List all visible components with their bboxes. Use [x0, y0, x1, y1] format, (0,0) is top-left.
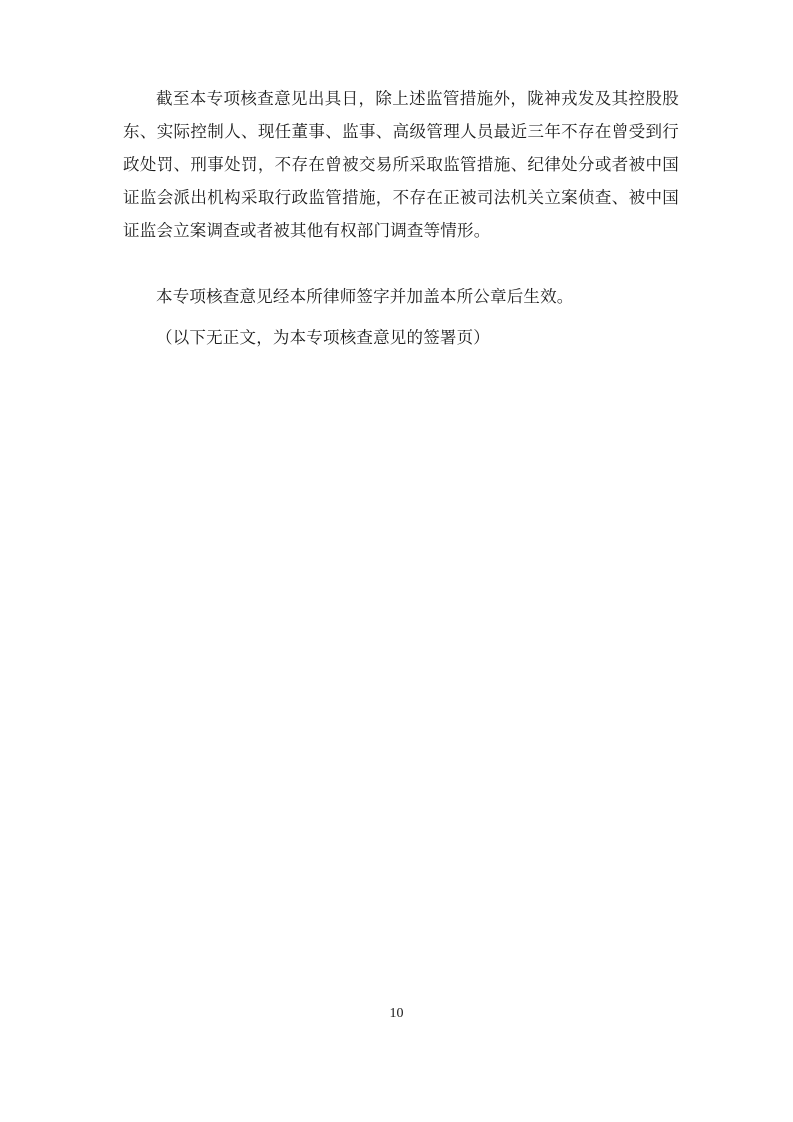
- paragraph-regulatory-statement: 截至本专项核查意见出具日，除上述监管措施外，陇神戎发及其控股股东、实际控制人、现任董事、监事、高级管理人员最近三年不存在曾受到行政处罚、刑事处罚，不存在曾被交易所采取监管措施、纪律处分或者被中国证监会派出机构采取行政监管措施，不存在正被司法机关立案侦查、被中国证监会立案调查或者被其他有权部门调查等情形。: [123, 89, 679, 240]
- paragraph-signature-page-note: （以下无正文，为本专项核查意见的签署页）: [156, 328, 490, 347]
- document-body: [123, 82, 679, 354]
- page-number: 10: [389, 1006, 404, 1021]
- paragraph-effectiveness-statement: 本专项核查意见经本所律师签字并加盖本所公章后生效。: [156, 287, 574, 306]
